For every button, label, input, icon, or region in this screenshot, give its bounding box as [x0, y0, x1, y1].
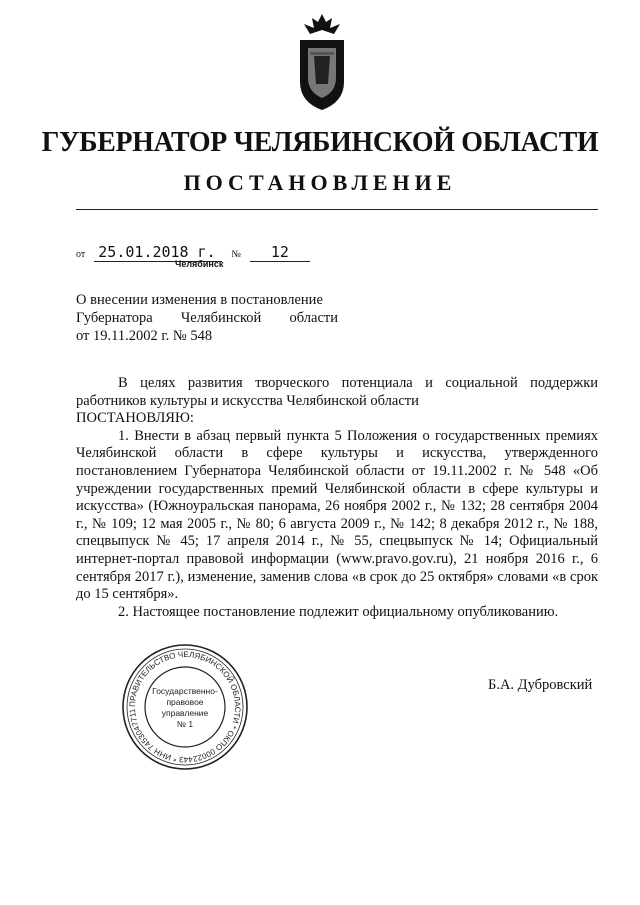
- seal-icon: [120, 642, 250, 772]
- header-divider: [76, 209, 598, 210]
- signatory-name: Б.А. Дубровский: [488, 677, 593, 693]
- preamble-paragraph: В целях развития творческого потенциала и социальной поддержки работников культуры и искусства Челябинской области: [76, 375, 598, 409]
- seal-center-line-2: правовое: [166, 697, 204, 707]
- seal-center-line-4: № 1: [176, 719, 194, 729]
- resolve-heading: ПОСТАНОВЛЯЮ:: [76, 410, 194, 427]
- document-number: 12: [250, 243, 310, 262]
- issue-city: Челябинск: [175, 259, 224, 269]
- document-type: ПОСТАНОВЛЕНИЕ: [183, 170, 457, 195]
- seal-center-line-1: Государственно-: [152, 686, 218, 696]
- number-label: №: [231, 249, 241, 260]
- document-topic: [76, 291, 338, 345]
- seal-outer-text: ПРАВИТЕЛЬСТВО ЧЕЛЯБИНСКОЙ ОБЛАСТИ * ОКПО 00022443 * ИНН 7453047711: [127, 649, 243, 765]
- official-seal: [120, 642, 250, 772]
- item-2-paragraph: 2. Настоящее постановление подлежит официальному опубликованию.: [118, 603, 559, 620]
- from-label: от: [76, 249, 86, 260]
- seal-center-line-3: управление: [161, 708, 209, 718]
- coat-of-arms-emblem: [296, 12, 348, 112]
- issue-date: 25.01.2018 г.: [94, 243, 222, 262]
- item-1-paragraph: 1. Внести в абзац первый пункта 5 Положения о государственных премиях Челябинской области в сфере культуры и искусства, утвержденного постановлением Губернатора Челябинской области от 19.11.2002 г. № 548 «Об учреждении государственных премий Челябинской области в сфере культуры и искусства» (Южноуральская панорама, 26 ноября 2002 г., № 132; 28 сентября 2004 г., № 109; 12 мая 2005 г., № 80; 6 августа 2009 г., № 142; 8 декабря 2012 г., № 188, спецвыпуск № 45; 17 апреля 2014 г., № 55, спецвыпуск № 14; Официальный интернет-портал правовой информации (www.pravo.gov.ru), 21 ноября 2016 г., 6 сентября 2017 г.), изменение, заменив слова «в срок до 25 октября» словами «в срок до 15 сентября».: [76, 427, 598, 603]
- document-title: ГУБЕРНАТОР ЧЕЛЯБИНСКОЙ ОБЛАСТИ: [41, 126, 599, 158]
- topic-line-3: от 19.11.2002 г. № 548: [76, 328, 213, 344]
- emblem-icon: [296, 12, 348, 112]
- topic-line-1: О внесении изменения в постановление: [76, 292, 323, 308]
- document-body: [76, 375, 598, 621]
- topic-line-2: Губернатора Челябинской области: [76, 310, 338, 326]
